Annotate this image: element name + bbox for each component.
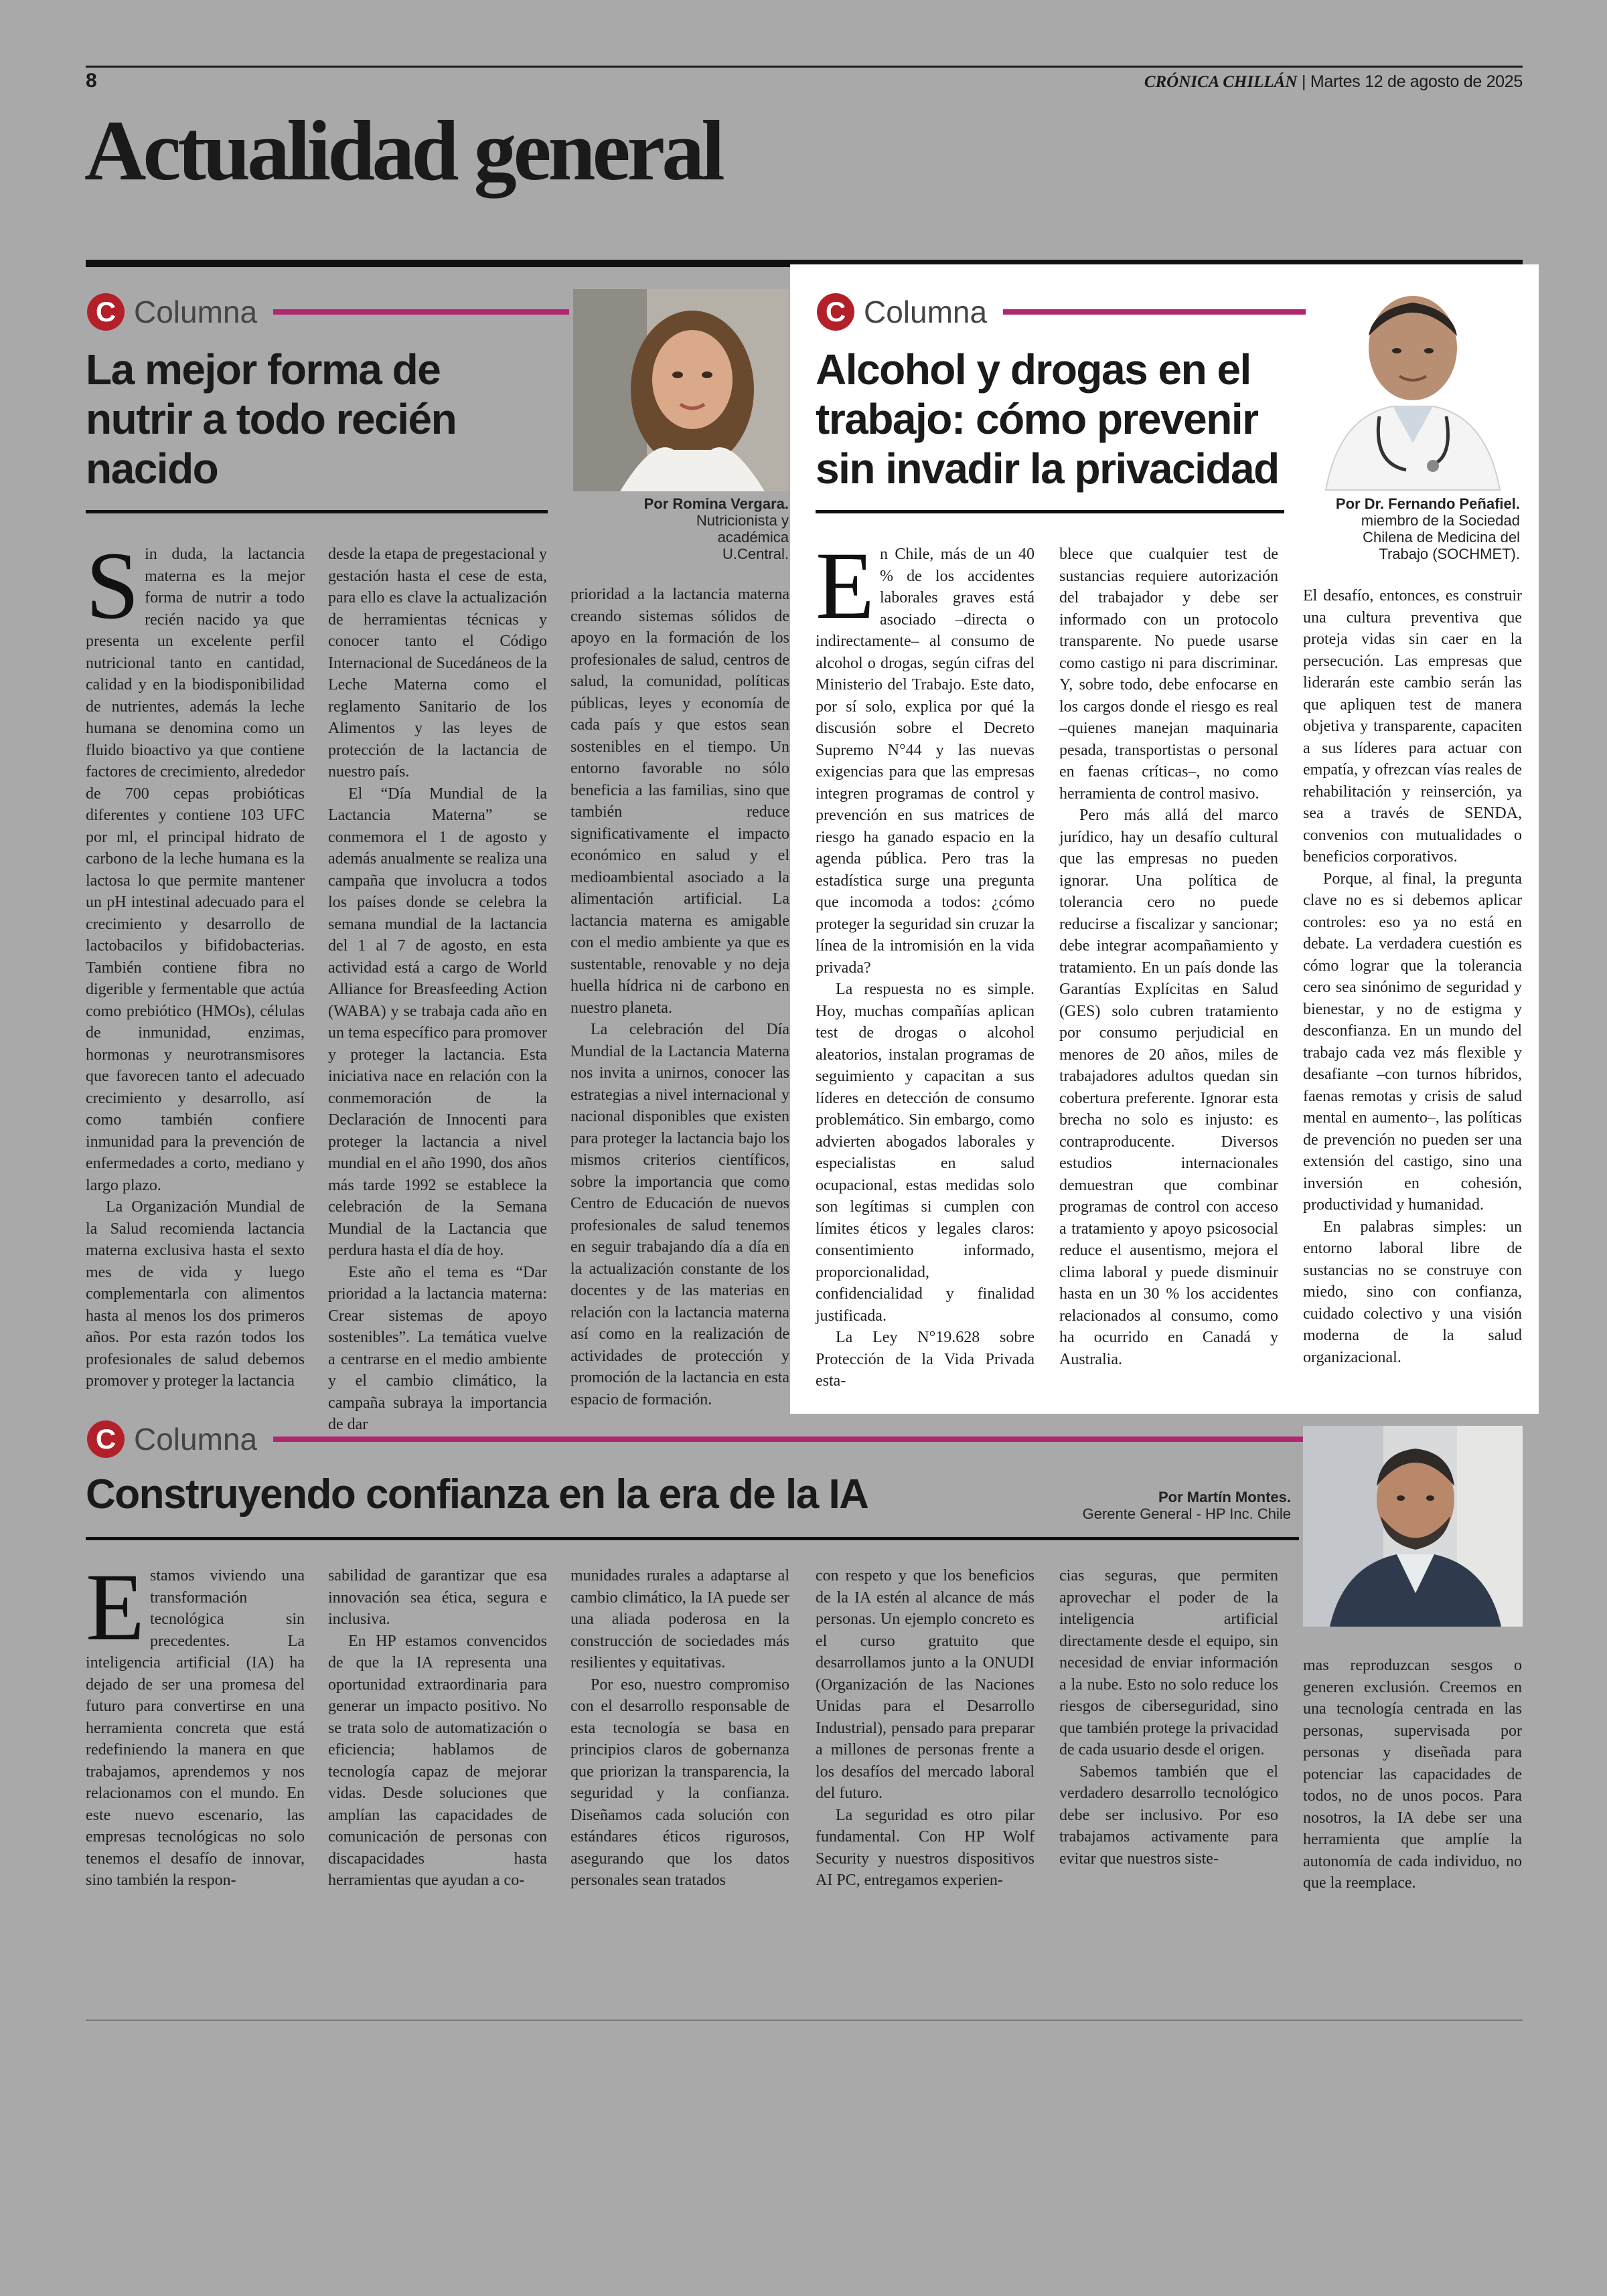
article3-paragraph: En HP estamos convencidos de que la IA representa una oportunidad extraordinaria para generar un impacto positivo. No se trata solo de automatización o eficiencia; hablamos de tecnología capaz de mejorar vidas. Desde soluciones que amplían las capacidades de comunicación de personas con discapacidades hasta herramientas que ayudan a co-	[328, 1632, 547, 1889]
cronica-logo-icon: C	[87, 293, 125, 331]
article1-paragraph: La Organización Mundial de la Salud recomienda lactancia materna exclusiva hasta el sexto mes de vida y luego complementarla con alimentos hasta al menos los dos primeros años. Por esta razón todos los profesionales de salud debemos promover y proteger la lactancia	[86, 1198, 305, 1390]
issue-date: | Martes 12 de agosto de 2025	[1302, 72, 1523, 91]
column-label: Columna	[134, 1422, 258, 1457]
article3-column-6	[1303, 1655, 1522, 1916]
article3-paragraph: mas reproduzcan sesgos o generen exclusión. Creemos en una tecnología centrada en las personas, supervisada por personas y diseñada para potenciar las capacidades de todos, no de unos pocos. Para nosotros, la IA debe ser una herramienta que amplíe la autonomía de cada individuo, no que la reemplace.	[1303, 1657, 1522, 1892]
article1-title: La mejor forma de nutrir a todo recién nacido	[86, 345, 457, 493]
column-label: Columna	[864, 295, 988, 329]
article2-paragraph: n Chile, más de un 40 % de los accidentes laborales graves está asociado –directa o indirectamente– al consumo de alcohol o drogas, según cifras del Ministerio del Trabajo. Este dato, por sí solo, explica por qué la discusión sobre el Decreto Supremo N°44 y las nuevas exigencias para que las empresas integren programas de control y prevención en sus matrices de riesgo ha ganado espacio en la agenda pública. Pero tras la estadística surge una pregunta que incomoda a todos: ¿cómo proteger la seguridad sin cruzar la línea de la intromisión en la vida privada?	[816, 546, 1035, 977]
column-label: Columna	[134, 295, 258, 329]
article2-title: Alcohol y drogas en el trabajo: cómo prevenir sin invadir la privacidad	[816, 345, 1279, 493]
cronica-logo-icon: C	[817, 293, 854, 331]
column-accent-line	[273, 309, 569, 315]
article3-column-4	[816, 1565, 1035, 1913]
article3-column-1	[86, 1554, 305, 1913]
article1-column-3	[570, 584, 789, 1408]
article2-paragraph: La respuesta no es simple. Hoy, muchas compañías aplican test de drogas o alcohol aleatorios, instalan programas de seguimiento y capacitan a sus líderes en detección de consumo problemático. Sin embargo, como advierten abogados laborales y especialistas en salud ocupacional, estas medidas solo son legítimas si cumplen con límites éticos y legales claros: consentimiento informado, proporcionalidad, confidencialidad y finalidad justificada.	[816, 981, 1035, 1325]
article1-paragraph: El “Día Mundial de la Lactancia Materna” se conmemora el 1 de agosto y además anualmente se realiza una campaña que involucra a todos los países donde se celebra la semana mundial de la lactancia del 1 al 7 de agosto, en esta actividad está a cargo de World Alliance for Breasfeeding Action (WABA) y se trabaja cada año en un tema específico para promover y proteger la lactancia. Esta iniciativa nace en relación con la conmemoración de la Declaración de Innocenti para proteger la lactancia a nivel mundial en el año 1990, dos años más tarde 1992 se establece la celebración de la Semana Mundial de la Lactancia que perdura hasta el día de hoy.	[328, 785, 547, 1259]
article1-column-1	[86, 533, 305, 1390]
article2-column-3	[1303, 585, 1522, 1408]
article3-column-3	[570, 1565, 789, 1913]
article2-paragraph: Pero más allá del marco jurídico, hay un desafío cultural que las empresas no pueden ignorar. Una política de tolerancia cero no puede reducirse a fiscalizar y sancionar; debe integrar acompañamiento y tratamiento. En un país donde las Garantías Explícitas en Salud (GES) solo cubren tratamiento por consumo perjudicial en menores de 20 años, miles de trabajadores adultos quedan sin cobertura preferente. Ignorar esta brecha no solo es injusto: es contraproducente. Diversos estudios internacionales demuestran que combinar programas de control con acceso a tratamiento y apoyo psicosocial reduce el ausentismo, mejora el clima laboral y puede disminuir hasta en un 30 % los accidentes relacionados al consumo, como ha ocurrido en Canadá y Australia.	[1059, 807, 1278, 1368]
article1-paragraph: desde la etapa de pregestacional y gestación hasta el cese de esta, para ello es clave la actualización de herramientas técnicas y conocer tanto el Código Internacional de Sucedáneos de la Leche Materna como el reglamento Sanitario de los Alimentos y las leyes de protección de la lactancia de nuestro país.	[328, 546, 547, 781]
column-accent-line	[1003, 309, 1306, 315]
page-number: 8	[86, 70, 97, 92]
article3-paragraph: con respeto y que los beneficios de la IA estén al alcance de más personas. Un ejemplo concreto es el curso gratuito que desarrollamos junto a la ONUDI (Organización de las Naciones Unidas para el Desarrollo Industrial), pensado para preparar a millones de personas frente a los desafíos del mercado laboral del futuro.	[816, 1567, 1035, 1802]
article3-byline	[1045, 1489, 1291, 1522]
article1-paragraph: prioridad a la lactancia materna creando sistemas sólidos de apoyo en la formación de los profesionales de salud, centros de salud, la comunidad, políticas públicas, leyes y economía de cada país y que estos sean sostenibles en el tiempo. Un entorno favorable no sólo beneficia a las familias, sino que también reduce significativamente el impacto económico en salud y el medioambiental asociado a la alimentación artificial. La lactancia materna es amigable con el medio ambiente ya que es sustentable, renovable y no deja huella hídrica ni de carbono en nuestro planeta.	[570, 586, 789, 1017]
article1-author-photo	[573, 289, 789, 491]
article2-paragraph: Porque, al final, la pregunta clave no es si debemos aplicar controles: eso ya no está en debate. La verdadera cuestión es cómo lograr que la tolerancia cero sea sinónimo de seguridad y bienestar, y no de estigma y desconfianza. En un mundo del trabajo cada vez más flexible y desafiante –con turnos híbridos, faenas remotas y crisis de salud mental en aumento–, las políticas de prevención no pueden ser una extensión del castigo, sino una inversión en cohesión, productividad y humanidad.	[1303, 870, 1522, 1214]
section-title: Actualidad general	[84, 103, 722, 198]
article3-paragraph: Sabemos también que el verdadero desarrollo tecnológico debe ser inclusivo. Por eso trabajamos activamente para evitar que nuestros siste-	[1059, 1762, 1278, 1868]
masthead	[1144, 72, 1523, 92]
column-header-2	[817, 293, 1306, 331]
article3-paragraph: cias seguras, que permiten aprovechar el poder de la inteligencia artificial directamente desde el equipo, sin necesidad de enviar información a la nube. Esto no solo reduce los riesgos de ciberseguridad, sino que también protege la privacidad de cada usuario desde el origen.	[1059, 1567, 1278, 1758]
article3-author-photo	[1303, 1426, 1523, 1627]
article3-title-rule	[86, 1537, 1299, 1540]
cronica-logo-icon: C	[87, 1420, 125, 1458]
article3-paragraph: stamos viviendo una transformación tecnológica sin precedentes. La inteligencia artificial (IA) ha dejado de ser una promesa del futuro para convertirse en una herramienta concreta que está redefiniendo la manera en que trabajamos, aprendemos y nos relacionamos con el mundo. En este nuevo escenario, las empresas tecnológicas no solo tenemos el desafío de innovar, sino también la respon-	[86, 1567, 305, 1889]
article3-paragraph: La seguridad es otro pilar fundamental. Con HP Wolf Security y nuestros dispositivos AI PC, entregamos experien-	[816, 1806, 1035, 1889]
article1-byline	[573, 495, 789, 562]
article3-column-2	[328, 1565, 547, 1913]
column-accent-line	[273, 1437, 1306, 1442]
newspaper-name: CRÓNICA CHILLÁN	[1144, 73, 1298, 91]
article2-title-rule	[816, 510, 1284, 513]
article1-paragraph: La celebración del Día Mundial de la Lactancia Materna nos invita a unirnos, conocer las estrategias a nivel internacional y nacional disponibles que existen para proteger la lactancia bajo los mismos criterios científicos, sobre la importancia que como Centro de Educación de nuevos profesionales de salud tenemos en seguir trabajando día a día en la actualización constante de los docentes y de las materias en relación con la lactancia materna así como en la realización de actividades de protección y promoción de la lactancia en esta espacio de formación.	[570, 1021, 789, 1408]
article2-author-photo	[1306, 289, 1520, 490]
article2-dropcap: E	[816, 533, 874, 639]
article3-author: Por Martín Montes.	[1158, 1489, 1291, 1505]
portrait-doctor	[1306, 289, 1520, 490]
article3-paragraph: munidades rurales a adaptarse al cambio climático, la IA puede ser una aliada poderosa en la construcción de sociedades más resilientes y equitativas.	[570, 1567, 789, 1671]
article1-paragraph: in duda, la lactancia materna es la mejor forma de nutrir a todo recién nacido ya que presenta un excelente perfil nutricional tanto en cantidad, calidad y en la biodisponibilidad de nutrientes, además la leche humana se denomina como un fluido bioactivo ya que contiene factores de crecimiento, alrededor de 700 cepas probióticas diferentes y contiene 103 UFC por ml, el principal hidrato de carbono de la leche humana es la lactosa lo que permite mantener un pH intestinal adecuado para el crecimiento y desarrollo de lactobacilos y bifidobacterias. También contiene fibra no digerible y fermentable que actúa como prebiótico (HMOs), células de inmunidad, enzimas, hormonas y neurotransmisores que favorecen tanto el adecuado crecimiento y desarrollo, así como también confiere inmunidad para la prevención de enfermedades a corto, mediano y largo plazo.	[86, 546, 305, 1194]
article3-paragraph: Por eso, nuestro compromiso con el desarrollo responsable de esta tecnología se basa en principios claros de gobernanza que priorizan la transparencia, la seguridad y la confianza. Diseñamos cada solución con estándares éticos rigurosos, asegurando que los datos personales sean tratados	[570, 1675, 789, 1889]
article1-paragraph: Este año el tema es “Dar prioridad a la lactancia materna: Crear sistemas de apoyo sostenibles”. La temática vuelve a centrarse en el medio ambiente y el cambio climático, la campaña subraya la importancia de dar	[328, 1263, 547, 1433]
page-bottom-rule	[86, 2020, 1523, 2021]
column-header-3	[87, 1420, 1306, 1458]
article3-title: Construyendo confianza en la era de la IA	[86, 1471, 868, 1518]
article2-column-2	[1059, 544, 1278, 1407]
article2-author: Por Dr. Fernando Peñafiel.	[1335, 495, 1520, 512]
article3-dropcap: E	[86, 1554, 145, 1661]
article2-byline	[1272, 495, 1520, 562]
portrait-woman	[573, 289, 789, 491]
article2-author-role: miembro de la Sociedad Chilena de Medicina del Trabajo (SOCHMET).	[1361, 512, 1520, 562]
article3-paragraph: sabilidad de garantizar que esa innovación sea ética, segura e inclusiva.	[328, 1567, 547, 1628]
article1-dropcap: S	[86, 533, 140, 639]
top-rule	[86, 66, 1523, 68]
article2-paragraph: El desafío, entonces, es construir una cultura preventiva que proteja vidas sin caer en la persecución. Las empresas que liderarán este cambio serán las que apliquen test de manera objetiva y transparente, capaciten a sus líderes para actuar con empatía, y ofrezcan vías reales de rehabilitación y reinserción, ya sea a través de SENDA, convenios con mutualidades o beneficios corporativos.	[1303, 587, 1522, 866]
article2-paragraph: La Ley N°19.628 sobre Protección de la Vida Privada esta-	[816, 1329, 1035, 1390]
article2-paragraph: blece que cualquier test de sustancias requiere autorización del trabajador y debe ser informado con un protocolo transparente. No puede usarse como castigo ni para discriminar. Y, sobre todo, debe enfocarse en los cargos donde el riesgo es real –quienes manejan maquinaria pesada, transportistas o personal en faenas críticas–, no como herramienta de control masivo.	[1059, 546, 1278, 803]
article1-title-rule	[86, 510, 548, 513]
portrait-man	[1303, 1426, 1523, 1627]
article3-column-5	[1059, 1565, 1278, 1913]
article1-author-role: Nutricionista y académica U.Central.	[696, 512, 789, 562]
column-header-1	[87, 293, 569, 331]
article1-column-2	[328, 544, 547, 1433]
article1-author: Por Romina Vergara.	[643, 495, 789, 512]
article2-paragraph: En palabras simples: un entorno laboral libre de sustancias no se construye con miedo, sino con confianza, cuidado colectivo y una visión moderna de la salud organizacional.	[1303, 1218, 1522, 1366]
article3-author-role: Gerente General - HP Inc. Chile	[1082, 1505, 1291, 1522]
article2-column-1	[816, 533, 1035, 1407]
